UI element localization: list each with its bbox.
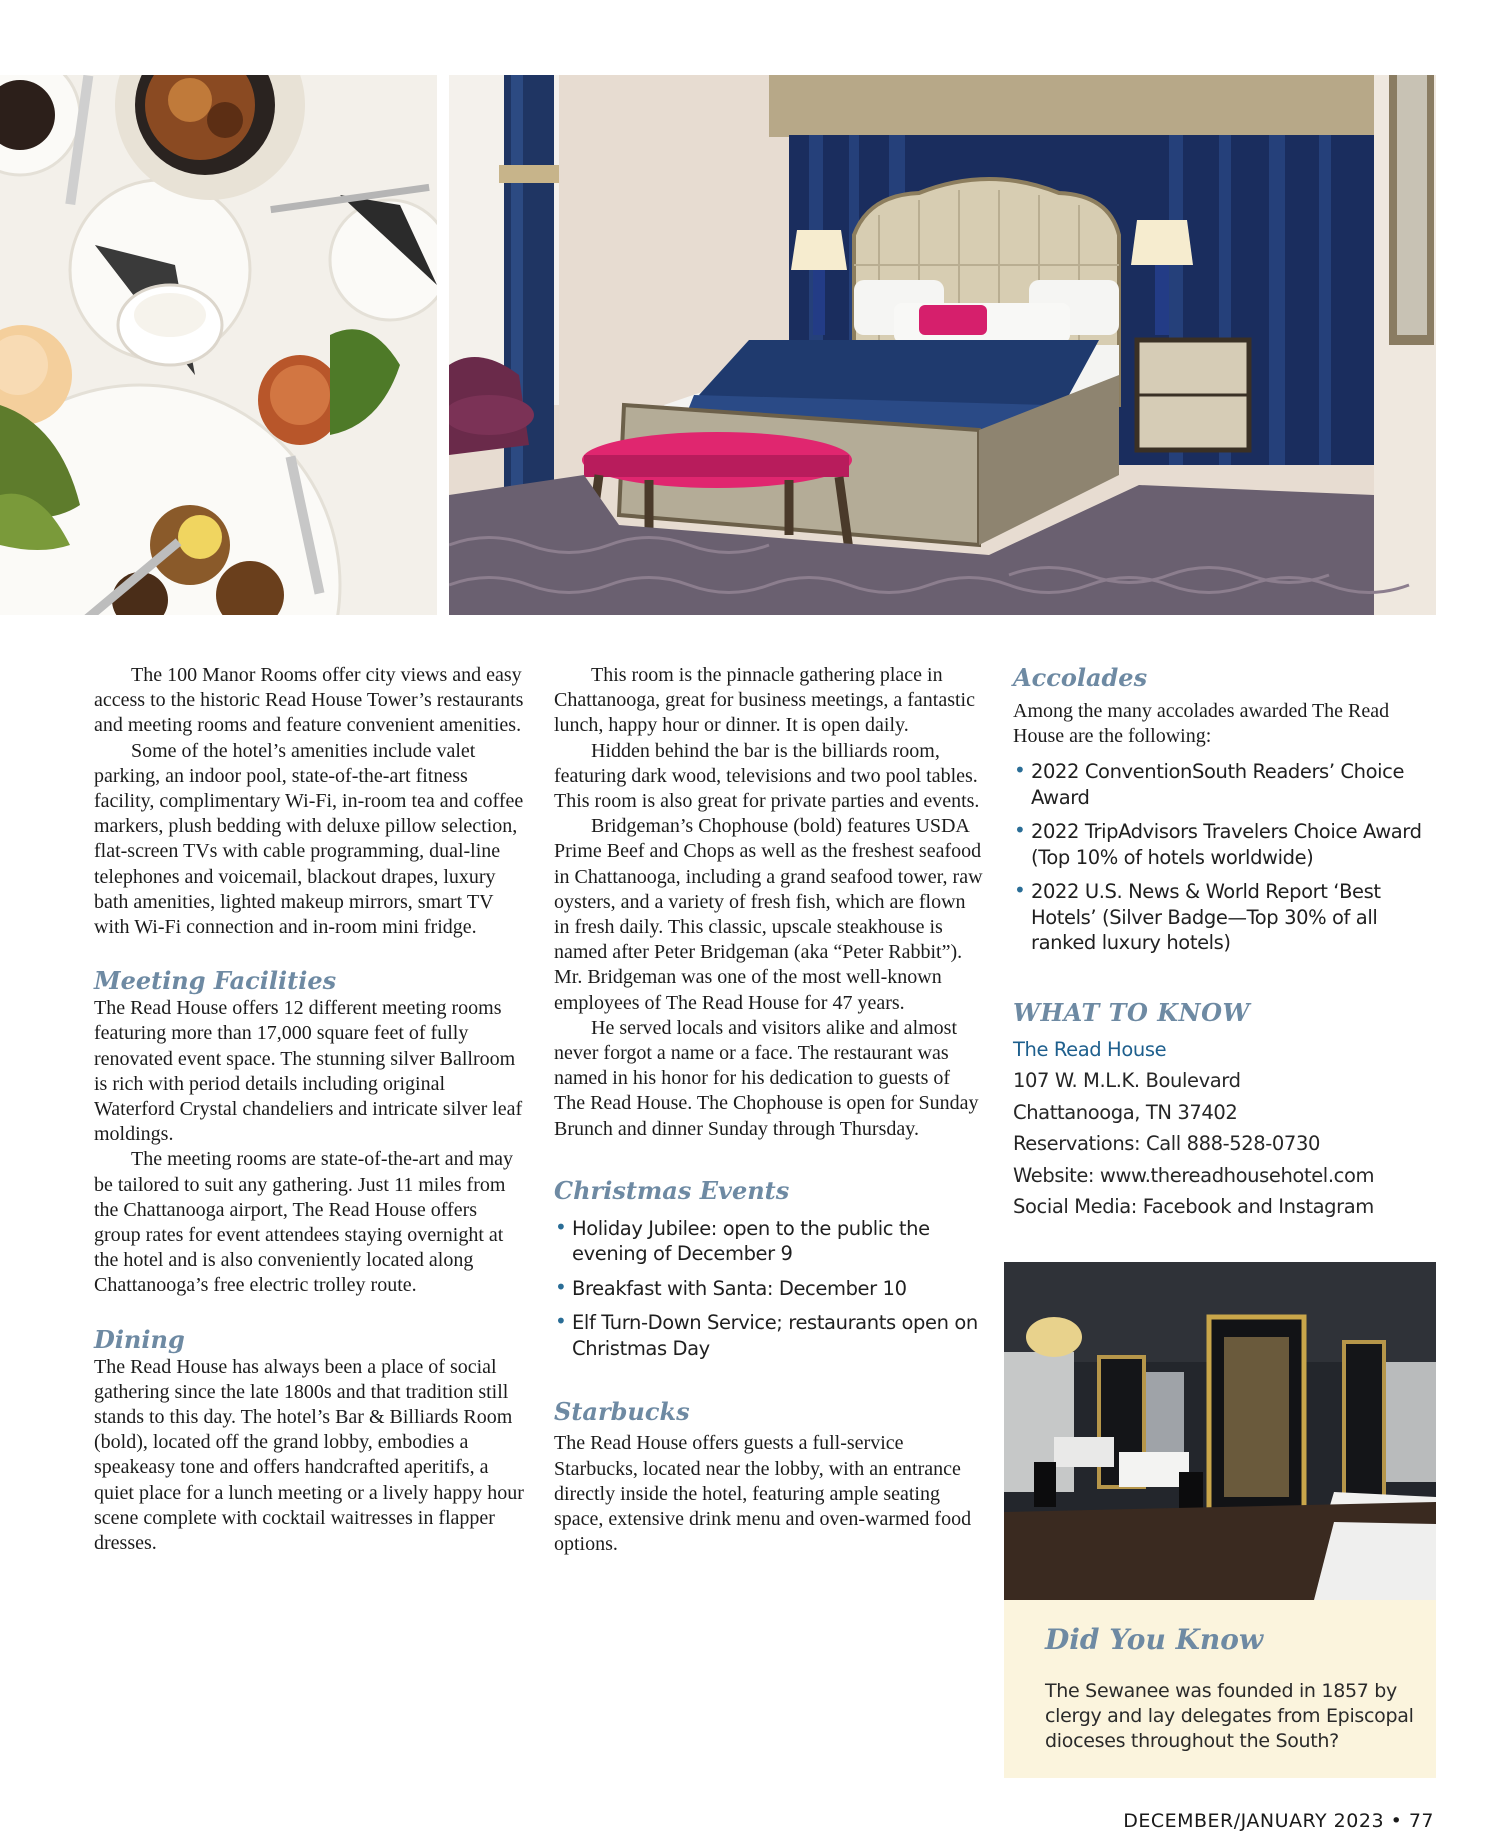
list-item: • Elf Turn-Down Service; restaurants open on Christmas Day <box>555 1309 978 1360</box>
address-line-2: Chattanooga, TN 37402 <box>1013 1100 1238 1124</box>
chophouse-paragraph: Bridgeman’s Chophouse (bold) features USDA Prime Beef and Chops as well as the freshest seafood in Chattanooga, including a grand seafood tower, raw oysters, and a variety of fresh fish, which are flown in fresh daily. This classic, upscale steakhouse is named after Peter Bridgeman (aka “Peter Rabbit”). Mr. Bridgeman was one of the most well-known employees of The Read House for 47 years. <box>554 815 983 1014</box>
starbucks-heading: Starbucks <box>554 1397 690 1427</box>
bullet-icon: • <box>1014 758 1026 783</box>
list-item: • 2022 U.S. News & World Report ‘Best Hotels’ (Silver Badge—Top 30% of all ranked luxury hotels) <box>1014 878 1381 955</box>
list-item: • Holiday Jubilee: open to the public the evening of December 9 <box>555 1214 930 1266</box>
breakfast-table-photo <box>0 75 437 615</box>
accolades-intro: Among the many accolades awarded The Read House are the following: <box>1013 700 1390 748</box>
list-item: • 2022 TripAdvisors Travelers Choice Award (Top 10% of hotels worldwide) <box>1014 818 1422 869</box>
dining-heading: Dining <box>94 1324 185 1354</box>
page-folio: DECEMBER/JANUARY 2023 • 77 <box>1123 1810 1434 1832</box>
meeting-facilities-heading: Meeting Facilities <box>94 966 337 996</box>
column-left <box>94 663 524 1556</box>
meeting-paragraph-1: The Read House offers 12 different meeting rooms featuring more than 17,000 square feet of fully renovated event space. The stunning silver Ballroom is rich with period details including original Waterford Crystal chandeliers and intricate silver leaf moldings. <box>94 997 523 1146</box>
dining-paragraph: The Read House has always been a place of social gathering since the late 1800s and that tradition still stands to this day. The hotel’s Bar & Billiards Room (bold), located off the grand lobby, embodies a speakeasy tone and offers handcrafted aperitifs, a quiet place for a lunch meeting or a lively happy hour scene complete with cocktail waitresses in flapper dresses. <box>94 1355 524 1555</box>
reservations-line: Reservations: Call 888-528-0730 <box>1013 1132 1320 1156</box>
pinnacle-paragraph: This room is the pinnacle gathering place in Chattanooga, great for business meetings, a fantastic lunch, happy hour or dinner. It is open daily. <box>554 664 975 737</box>
bullet-icon: • <box>555 1274 567 1299</box>
christmas-events-heading: Christmas Events <box>554 1175 790 1205</box>
meeting-paragraph-2: The meeting rooms are state-of-the-art and may be tailored to suit any gathering. Just 11 miles from the Chattanooga airport, The Read House offers group rates for event attendees staying overnight at the hotel and is also conveniently located along Chattanooga’s free electric trolley route. <box>94 1148 514 1297</box>
website-line: Website: www.thereadhousehotel.com <box>1013 1163 1375 1187</box>
accolades-heading: Accolades <box>1013 663 1148 692</box>
list-item: • Breakfast with Santa: December 10 <box>555 1274 907 1300</box>
hotel-name: The Read House <box>1013 1037 1167 1061</box>
restaurant-dining-room-photo <box>1004 1262 1436 1600</box>
social-media-line: Social Media: Facebook and Instagram <box>1013 1195 1374 1219</box>
did-you-know-box <box>1004 1600 1436 1778</box>
manor-rooms-paragraph: The 100 Manor Rooms offer city views and easy access to the historic Read House Tower’s restaurants and meeting rooms and feature convenient amenities. <box>94 664 524 737</box>
address-line-1: 107 W. M.L.K. Boulevard <box>1013 1069 1241 1093</box>
did-you-know-heading: Did You Know <box>1045 1623 1264 1656</box>
starbucks-paragraph: The Read House offers guests a full-service Starbucks, located near the lobby, with an entrance directly inside the hotel, featuring ample seating space, extensive drink menu and oven-warmed food options. <box>554 1432 972 1556</box>
bullet-icon: • <box>1014 878 1026 903</box>
bullet-icon: • <box>1014 818 1026 843</box>
list-item: • 2022 ConventionSouth Readers’ Choice Award <box>1014 758 1405 809</box>
billiards-paragraph: Hidden behind the bar is the billiards room, featuring dark wood, televisions and two pool tables. This room is also great for private parties and events. <box>554 739 980 813</box>
christmas-events-list <box>554 1216 984 1362</box>
did-you-know-text: The Sewanee was founded in 1857 by clergy and lay delegates from Episcopal dioceses throughout the South? <box>1045 1680 1414 1752</box>
amenities-paragraph: Some of the hotel’s amenities include valet parking, an indoor pool, state-of-the-art fitness facility, complimentary Wi-Fi, in-room tea and coffee markers, plush bedding with deluxe pillow selection, flat-screen TVs with cable programming, dual-line telephones and voicemail, blackout drapes, luxury bath amenities, lighted makeup mirrors, smart TV with Wi-Fi connection and in-room mini fridge. <box>94 739 524 939</box>
column-middle <box>554 663 984 1557</box>
accolades-list <box>1013 759 1433 956</box>
hotel-bedroom-photo <box>449 75 1436 615</box>
column-right <box>1013 663 1433 1223</box>
bridgeman-paragraph: He served locals and visitors alike and almost never forgot a name or a face. The restaurant was named in his honor for his dedication to guests of The Read House. The Chophouse is open for Sunday Brunch and dinner Sunday through Thursday. <box>554 1016 979 1140</box>
bullet-icon: • <box>555 1309 567 1334</box>
bullet-icon: • <box>555 1214 567 1239</box>
what-to-know-heading: WHAT TO KNOW <box>1013 997 1250 1027</box>
